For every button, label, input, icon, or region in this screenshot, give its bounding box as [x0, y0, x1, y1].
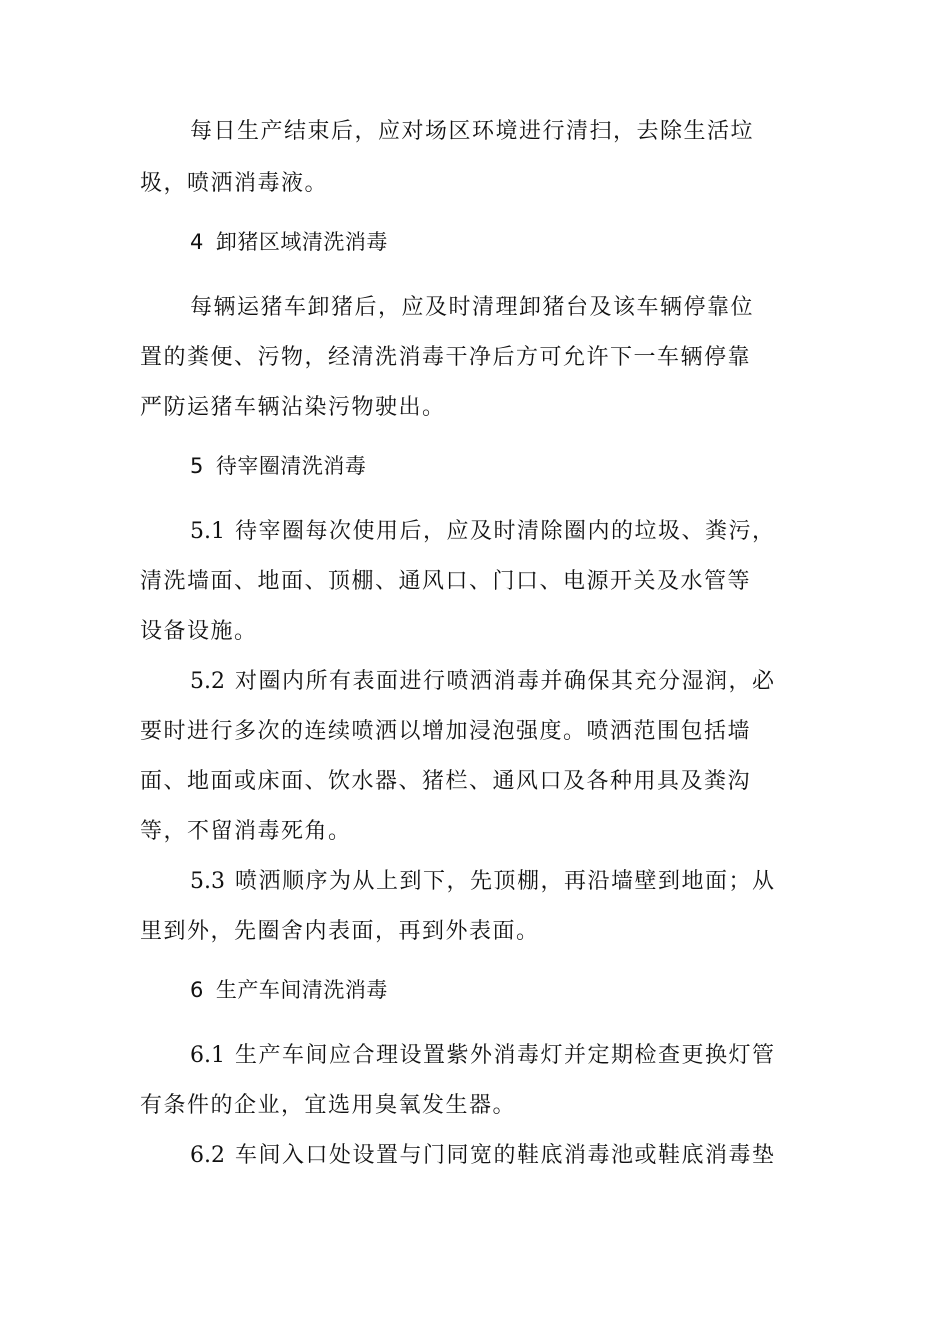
text-run: 等，不留消毒死角。 [140, 819, 352, 844]
text-run: 严防运猪车辆沾染污物驶出。 [140, 395, 446, 420]
text-run: 对圈内所有表面进行喷洒消毒并确保其充分湿润，必 [235, 669, 776, 694]
section-title: 生产车间清洗消毒 [215, 978, 388, 1002]
clause-number: 5.3 [190, 869, 225, 894]
clause-number: 6.1 [190, 1043, 225, 1068]
text-run: 圾，喷洒消毒液。 [140, 171, 329, 196]
clause-number: 5.2 [190, 669, 225, 694]
paragraph-line [0, 717, 950, 747]
section-number: 5 [190, 454, 204, 478]
section-number: 6 [190, 978, 204, 1002]
section-heading-5 [0, 451, 950, 481]
text-run: 清洗墙面、地面、顶棚、通风口、门口、电源开关及水管等 [140, 569, 752, 594]
text-run: 有条件的企业，宜选用臭氧发生器。 [140, 1093, 517, 1118]
paragraph-line [0, 867, 950, 897]
paragraph-line [0, 517, 950, 547]
text-run: 要时进行多次的连续喷洒以增加浸泡强度。喷洒范围包括墙 [140, 719, 752, 744]
text-run: 设备设施。 [140, 619, 258, 644]
text-run: 生产车间应合理设置紫外消毒灯并定期检查更换灯管 [235, 1043, 776, 1068]
section-number: 4 [190, 230, 204, 254]
section-title: 卸猪区域清洗消毒 [215, 230, 388, 254]
text-run: 置的粪便、污物，经清洗消毒干净后方可允许下一车辆停靠 [140, 345, 752, 370]
paragraph-line [0, 767, 950, 797]
paragraph-line [0, 1041, 950, 1071]
paragraph-line [0, 917, 950, 947]
paragraph-line [0, 1091, 950, 1121]
paragraph-line [0, 117, 950, 147]
paragraph-line [0, 667, 950, 697]
paragraph-line [0, 343, 950, 373]
paragraph-line [0, 393, 950, 423]
section-heading-6 [0, 975, 950, 1005]
section-title: 待宰圈清洗消毒 [215, 454, 367, 478]
section-heading-4 [0, 227, 950, 257]
text-run: 车间入口处设置与门同宽的鞋底消毒池或鞋底消毒垫 [235, 1143, 776, 1168]
paragraph-line [0, 293, 950, 323]
text-run: 里到外，先圈舍内表面，再到外表面。 [140, 919, 540, 944]
clause-number: 6.2 [190, 1143, 225, 1168]
paragraph-line [0, 1141, 950, 1171]
text-run: 喷洒顺序为从上到下，先顶棚，再沿墙壁到地面；从 [235, 869, 776, 894]
paragraph-line [0, 169, 950, 199]
text-run: 每辆运猪车卸猪后，应及时清理卸猪台及该车辆停靠位 [190, 295, 755, 320]
paragraph-line [0, 567, 950, 597]
clause-number: 5.1 [190, 519, 225, 544]
paragraph-line [0, 617, 950, 647]
text-run: 面、地面或床面、饮水器、猪栏、通风口及各种用具及粪沟 [140, 769, 752, 794]
paragraph-line [0, 817, 950, 847]
text-run: 每日生产结束后，应对场区环境进行清扫，去除生活垃 [190, 119, 755, 144]
text-run: 待宰圈每次使用后，应及时清除圈内的垃圾、粪污， [235, 519, 776, 544]
